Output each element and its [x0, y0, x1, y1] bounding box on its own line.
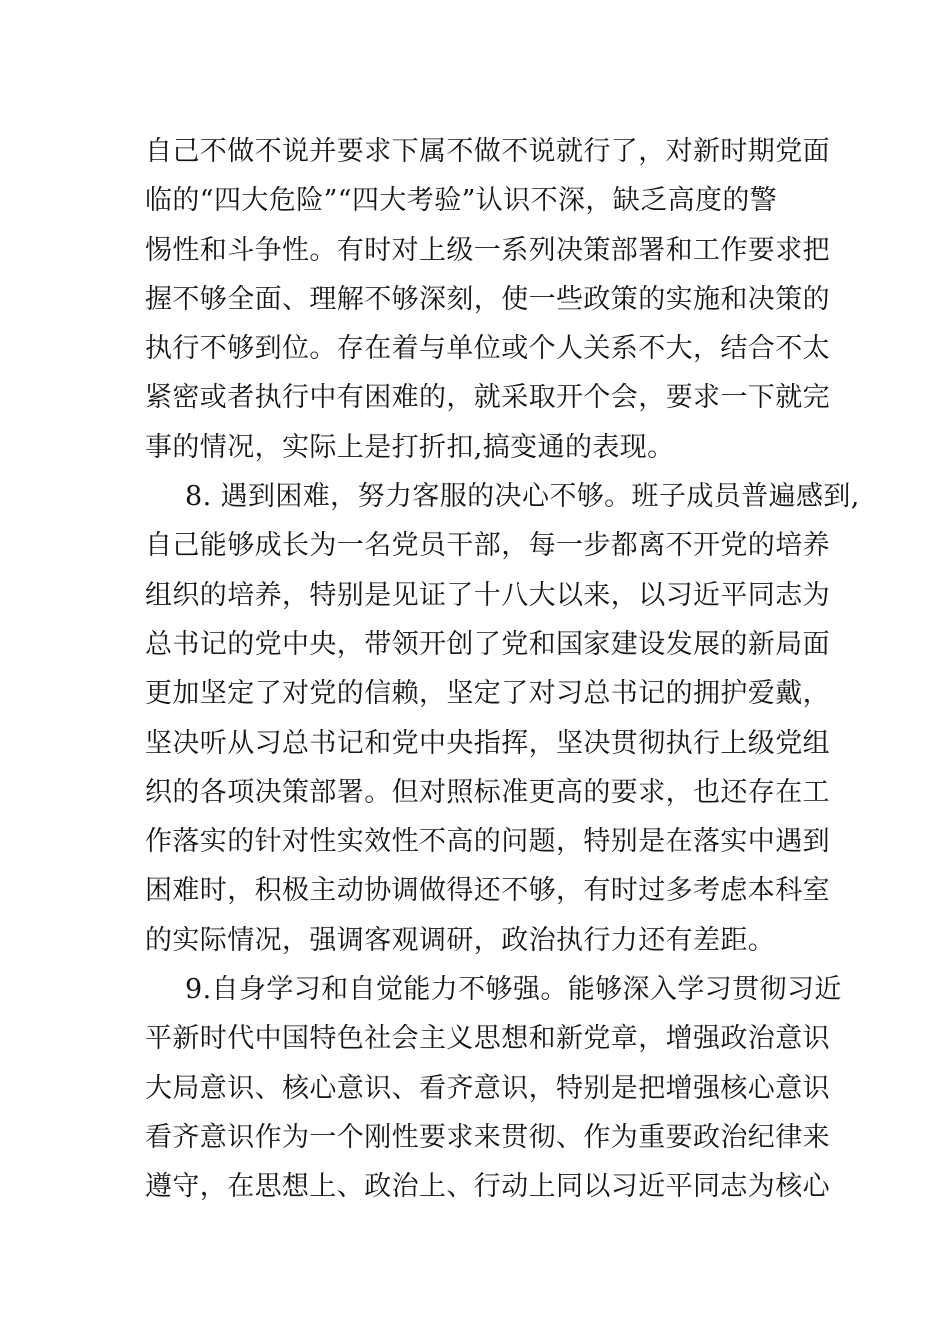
text-line: 的实际情况，强调客观调研，政治执行力还有差距。 — [145, 924, 776, 956]
text-line: 组织的培养，特别是见证了十八大以来，以习近平同志为 — [145, 579, 830, 611]
text-line: 平新时代中国特色社会主义思想和新党章，增强政治意识 — [145, 1023, 830, 1055]
text-line: 握不够全面、理解不够深刻，使一些政策的实施和决策的 — [145, 283, 830, 315]
text-line: 看齐意识作为一个刚性要求来贯彻、作为重要政治纪律来 — [145, 1121, 830, 1153]
text-line: 织的各项决策部署。但对照标准更高的要求，也还存在工 — [145, 776, 830, 808]
text-line: 自己不做不说并要求下属不做不说就行了，对新时期党面 — [145, 136, 830, 167]
text-line: 困难时，积极主动协调做得还不够，有时过多考虑本科室 — [145, 875, 830, 907]
text-line: 临的“四大危险”“四大考验”认识不深，缺乏高度的警 — [145, 185, 778, 217]
text-line: 执行不够到位。存在着与单位或个人关系不大，结合不太 — [145, 333, 830, 365]
paragraph-start-8: 8. 遇到困难，努力客服的决心不够。班子成员普遍感到, — [185, 481, 860, 513]
text-line: 紧密或者执行中有困难的，就采取开个会，要求一下就完 — [145, 382, 830, 414]
text-line: 事的情况，实际上是打折扣,搞变通的表现。 — [145, 431, 675, 463]
document-body — [145, 127, 860, 1212]
text-line: 大局意识、核心意识、看齐意识，特别是把增强核心意识 — [145, 1072, 830, 1104]
paragraph-start-9: 9.自身学习和自觉能力不够强。能够深入学习贯彻习近 — [185, 974, 842, 1006]
text-line: 遵守，在思想上、政治上、行动上同以习近平同志为核心 — [145, 1171, 830, 1203]
text-line: 更加坚定了对党的信赖，坚定了对习总书记的拥护爱戴， — [145, 678, 830, 710]
text-line: 惕性和斗争性。有时对上级一系列决策部署和工作要求把 — [145, 234, 830, 266]
text-line: 总书记的党中央，带领开创了党和国家建设发展的新局面 — [145, 628, 830, 660]
text-line: 作落实的针对性实效性不高的问题，特别是在落实中遇到 — [145, 826, 830, 858]
text-line: 自己能够成长为一名党员干部，每一步都离不开党的培养 — [145, 530, 830, 562]
text-line: 坚决听从习总书记和党中央指挥，坚决贯彻执行上级党组 — [145, 727, 830, 759]
